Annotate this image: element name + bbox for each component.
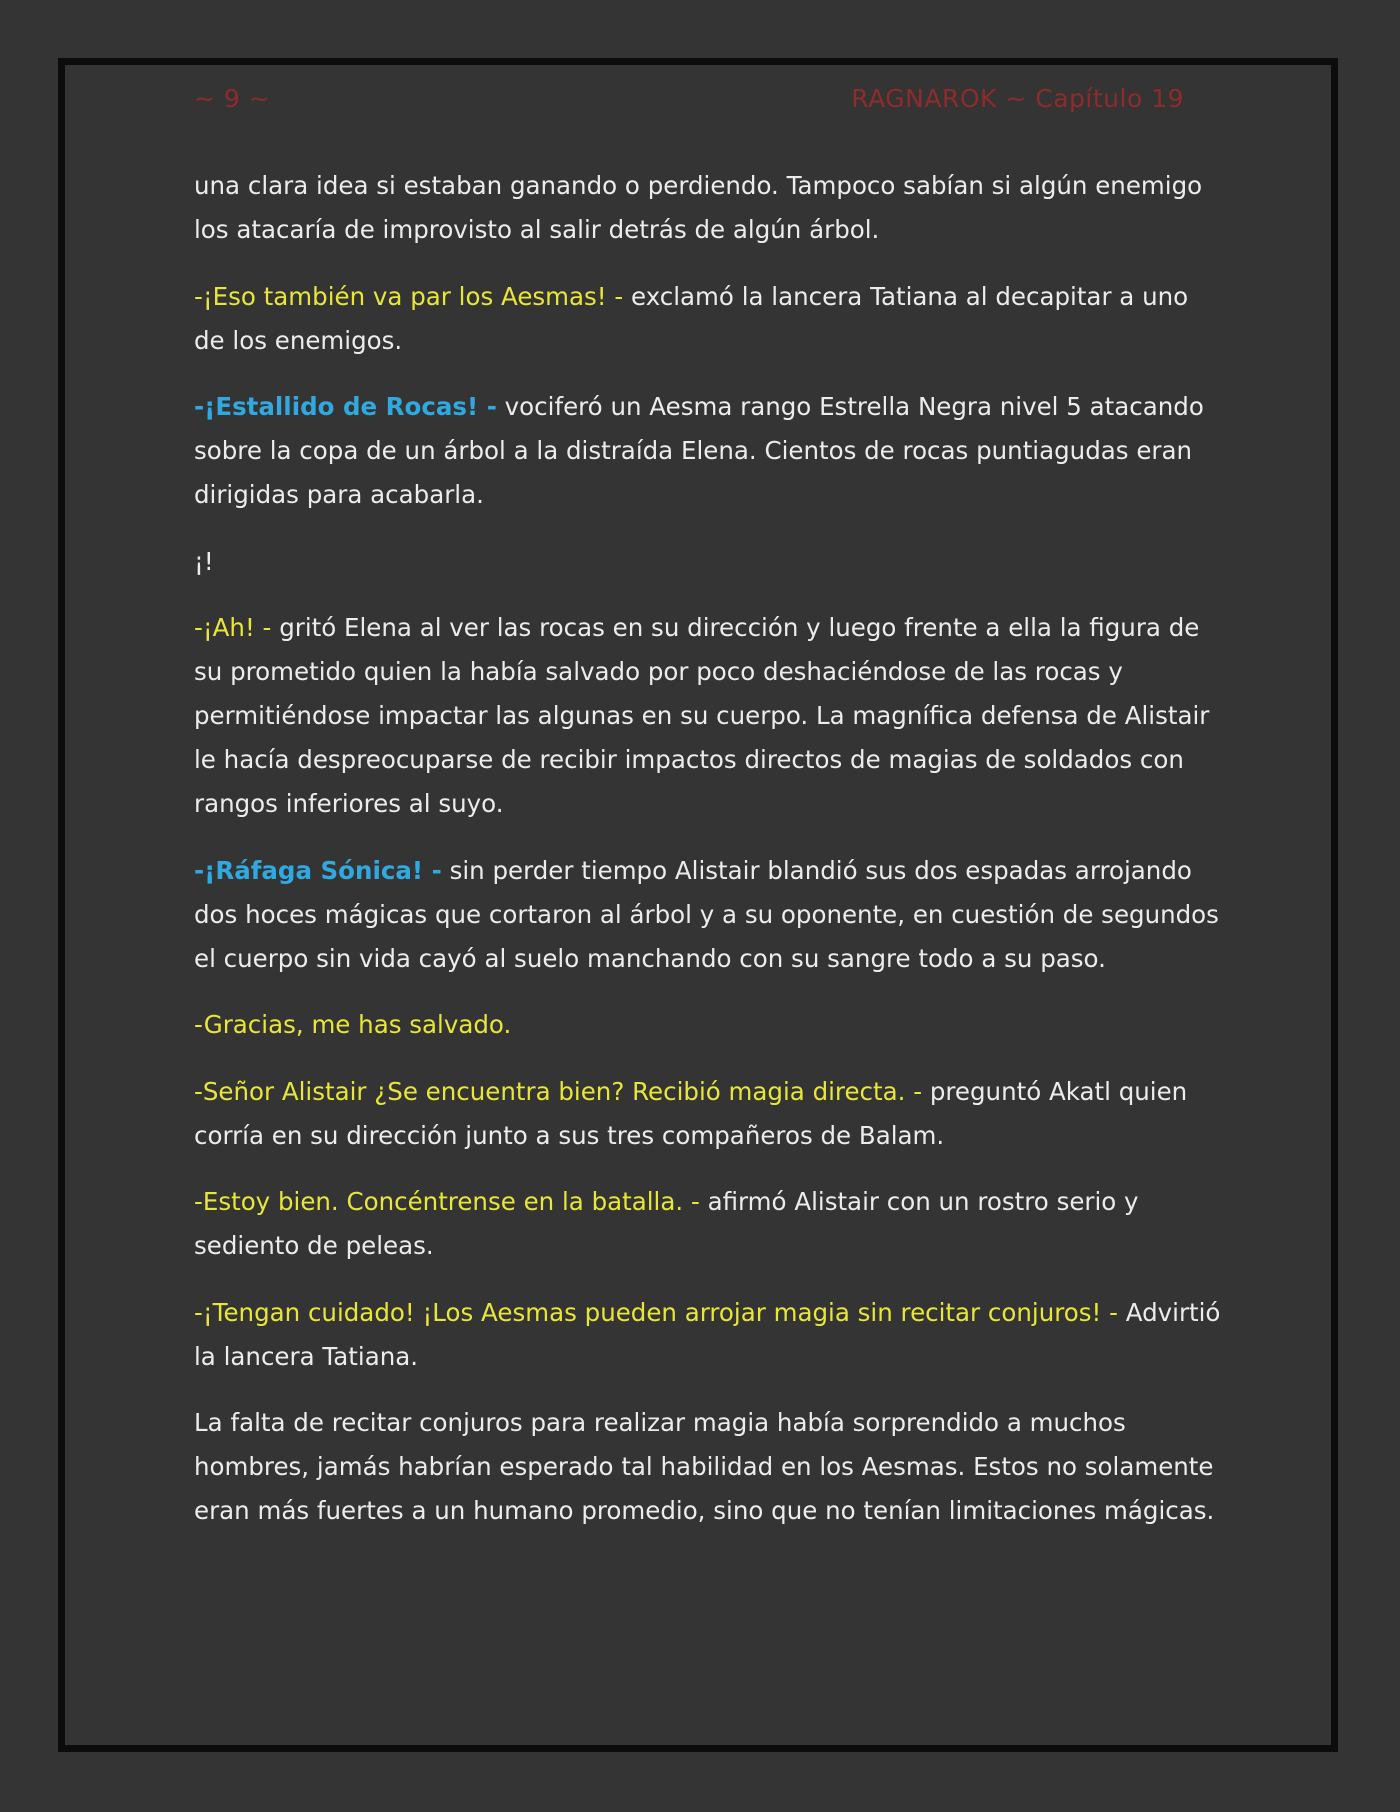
dialogue-text: -Estoy bien. Concéntrense en la batalla. -: [194, 1187, 700, 1216]
chapter-title: RAGNAROK ~ Capítulo 19: [851, 84, 1184, 113]
paragraph: [194, 1070, 1224, 1158]
narration-text: vociferó un Aesma rango Estrella Negra nivel 5 atacando sobre la copa de un árbol a la distraída Elena. Cientos de rocas puntiagudas eran dirigidas para acabarla.: [194, 392, 1204, 509]
dialogue-text: -¡Eso también va par los Aesmas! -: [194, 281, 624, 311]
dialogue-text: -Gracias, me has salvado.: [194, 1010, 512, 1039]
spell-text: -¡Ráfaga Sónica! -: [194, 855, 442, 885]
narration-text: La falta de recitar conjuros para realizar magia había sorprendido a muchos hombres, jamás habrían esperado tal habilidad en los Aesmas. Estos no solamente eran más fuertes a un humano promedio, sino que no tenían limitaciones mágicas.: [194, 1408, 1215, 1525]
narration-text: ¡!: [194, 546, 214, 576]
paragraph: [194, 275, 1224, 363]
paragraph: [194, 164, 1224, 252]
page-header: [194, 84, 1184, 124]
paragraph: [194, 385, 1224, 517]
paragraph: [194, 606, 1224, 826]
page-number: ~ 9 ~: [194, 84, 271, 113]
narration-text: afirmó Alistair con un rostro serio y sediento de peleas.: [194, 1187, 1139, 1260]
narration-text: gritó Elena al ver las rocas en su dirección y luego frente a ella la figura de su prometido quien la había salvado por poco deshaciéndose de las rocas y permitiéndose impactar las algunas en su cuerpo. La magnífica defensa de Alistair le hacía despreocuparse de recibir impactos directos de magias de soldados con rangos inferiores al suyo.: [194, 613, 1210, 818]
paragraph: [194, 1401, 1224, 1533]
paragraph: [194, 849, 1224, 981]
dialogue-text: -¡Tengan cuidado! ¡Los Aesmas pueden arrojar magia sin recitar conjuros! -: [194, 1297, 1118, 1327]
story-text: [194, 164, 1224, 1556]
dialogue-text: -¡Ah! -: [194, 613, 272, 642]
paragraph: [194, 540, 1224, 584]
narration-text: exclamó la lancera Tatiana al decapitar a uno de los enemigos.: [194, 281, 1189, 355]
dialogue-text: -Señor Alistair ¿Se encuentra bien? Recibió magia directa. -: [194, 1076, 923, 1106]
narration-text: sin perder tiempo Alistair blandió sus dos espadas arrojando dos hoces mágicas que cortaron al árbol y a su oponente, en cuestión de segundos el cuerpo sin vida cayó al suelo manchando con su sangre todo a su paso.: [194, 855, 1219, 973]
narration-text: una clara idea si estaban ganando o perdiendo. Tampoco sabían si algún enemigo los atacaría de improvisto al salir detrás de algún árbol.: [194, 171, 1203, 244]
narration-text: preguntó Akatl quien corría en su dirección junto a sus tres compañeros de Balam.: [194, 1076, 1188, 1150]
narration-text: Advirtió la lancera Tatiana.: [194, 1297, 1221, 1371]
paragraph: [194, 1003, 1224, 1047]
spell-text: -¡Estallido de Rocas! -: [194, 392, 497, 421]
paragraph: [194, 1180, 1224, 1268]
paragraph: [194, 1291, 1224, 1379]
